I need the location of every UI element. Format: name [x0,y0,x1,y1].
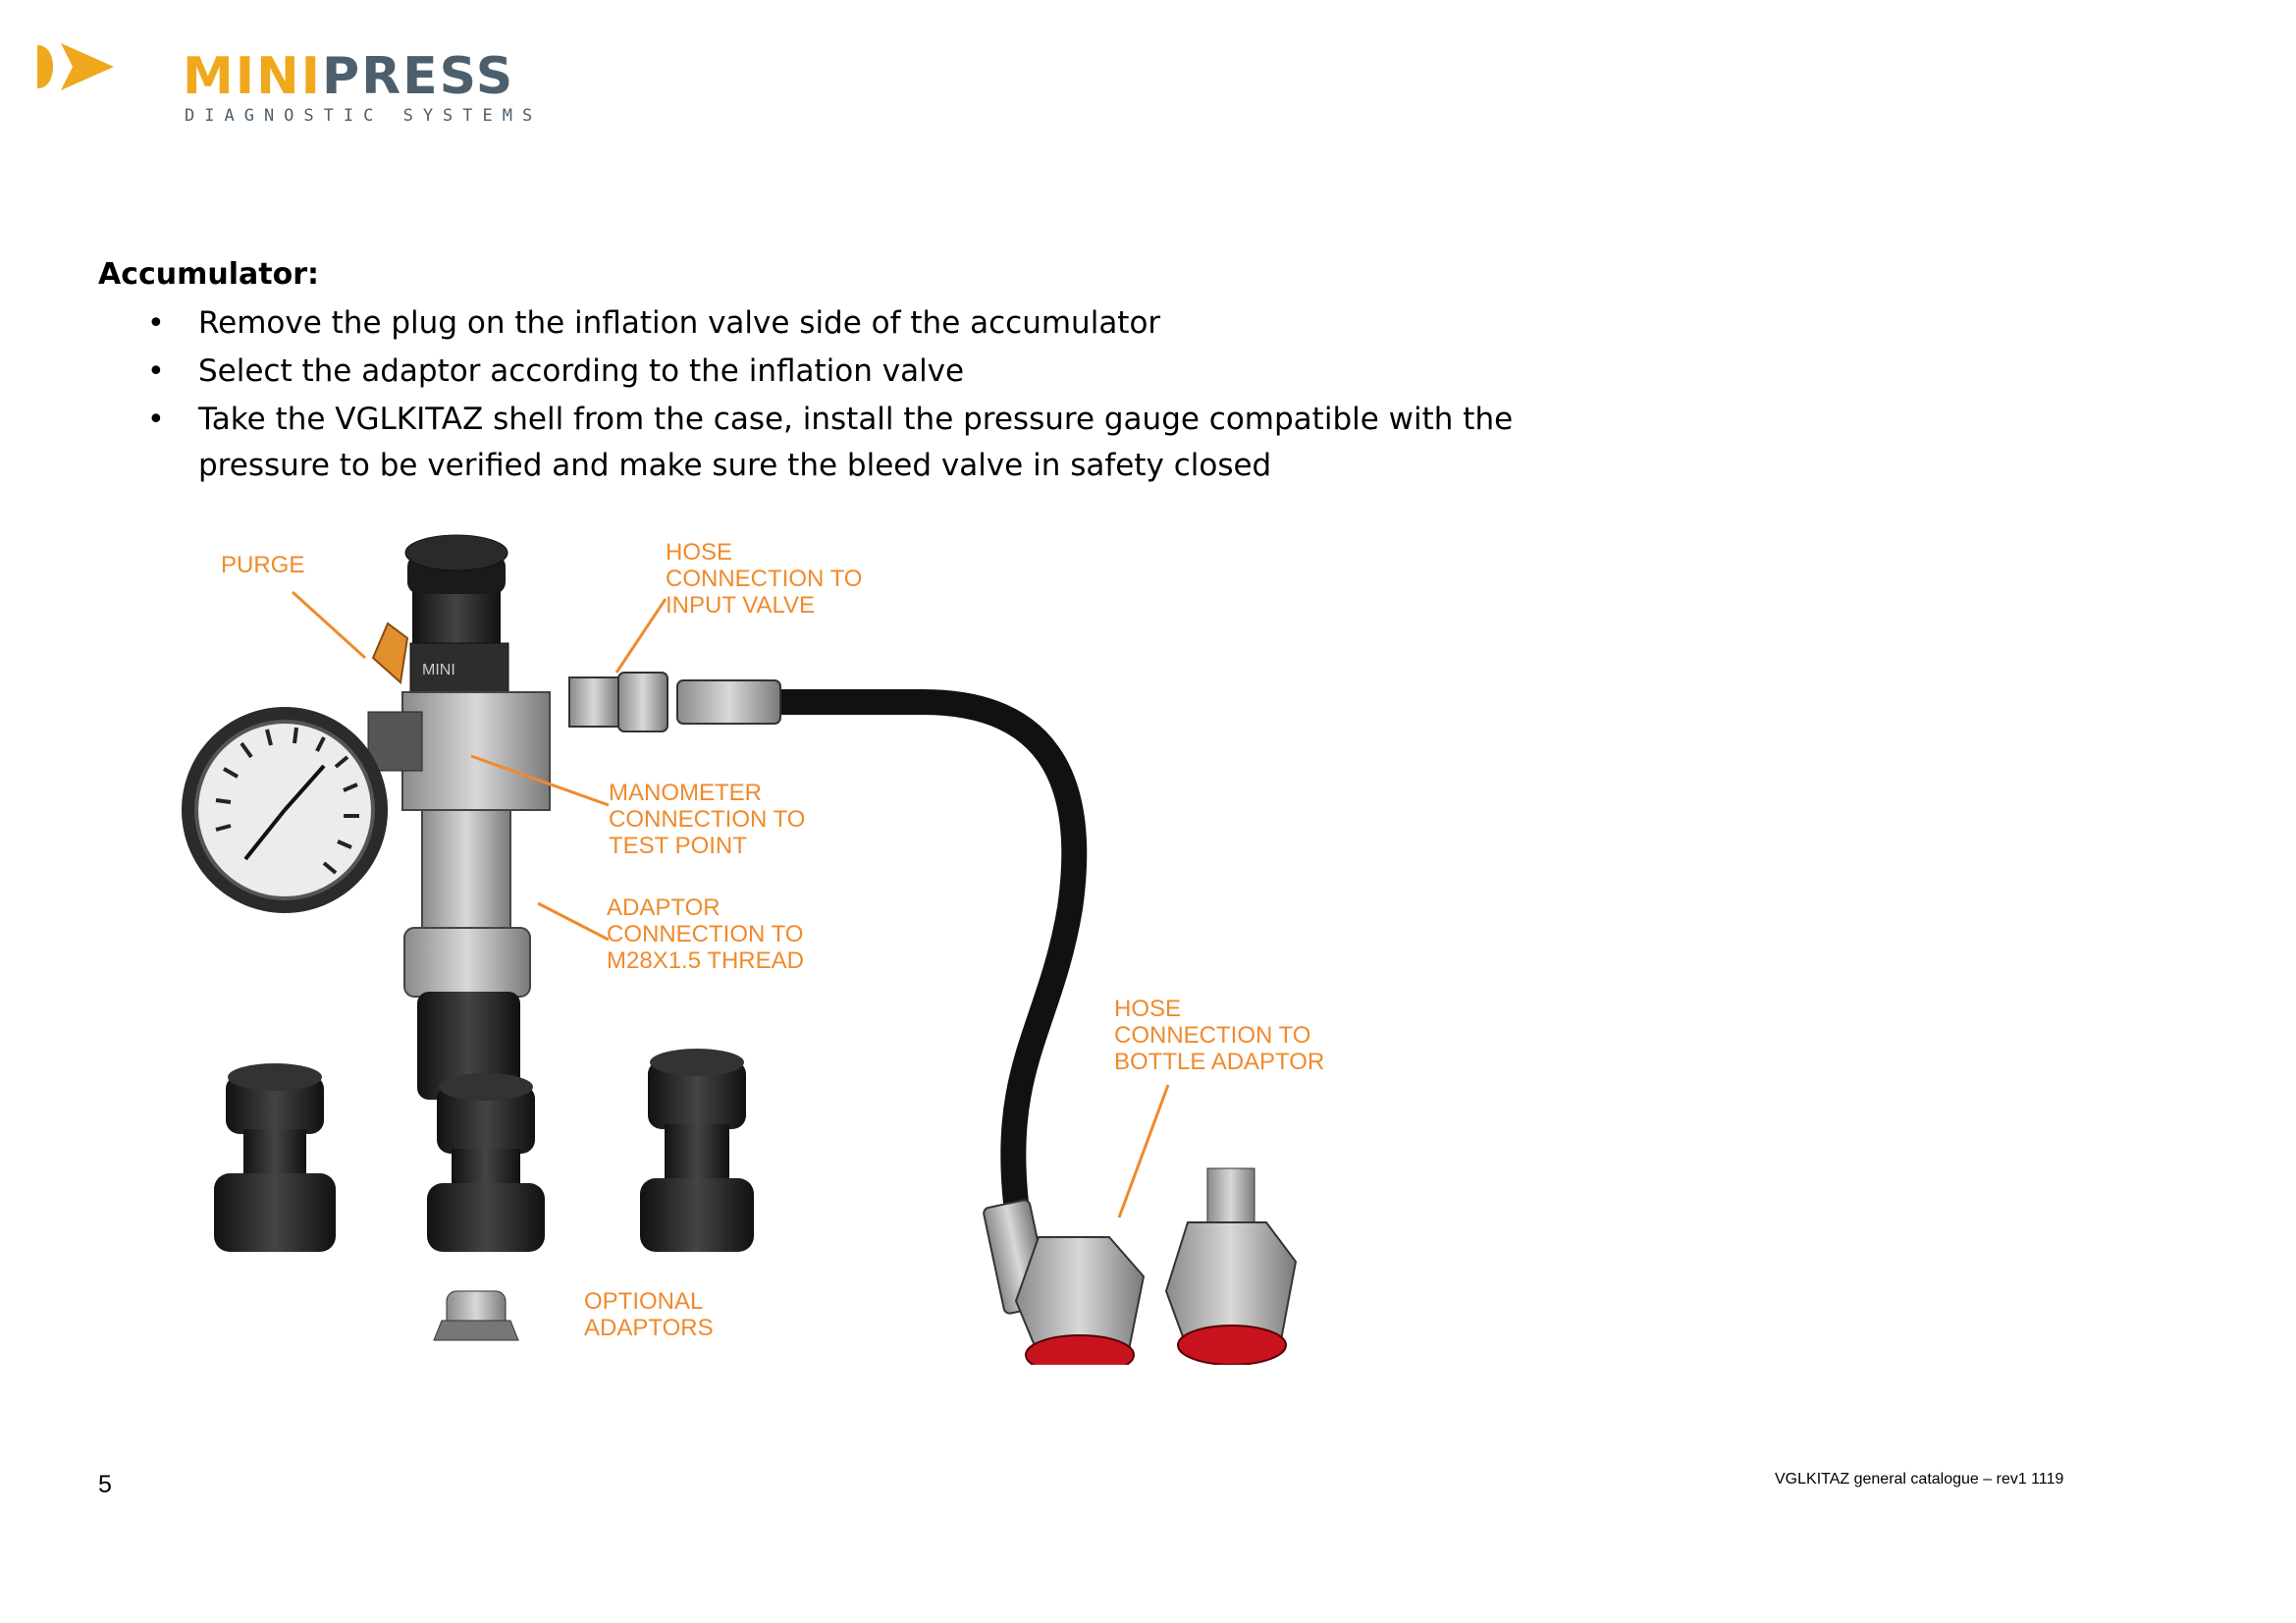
bottle-adaptor-2 [1166,1168,1296,1365]
instruction-item: • Take the VGLKITAZ shell from the case, install the pressure gauge compatible with the pressure to be verified and make sure the bleed valve in safety closed [147,397,1522,489]
adaptor-3 [640,1049,754,1252]
section-title: Accumulator: [98,257,320,292]
page-number: 5 [98,1471,112,1498]
adaptor-2 [427,1073,545,1252]
valve-body [373,535,550,1100]
kit-diagram [177,515,1355,1365]
logo-mark-icon [37,37,126,96]
label-hose-bottle: HOSE CONNECTION TO BOTTLE ADAPTOR [1114,996,1325,1075]
label-purge: PURGE [221,552,305,578]
bottle-adaptor-1 [1016,1237,1144,1365]
valve-marking: MINI [422,662,455,678]
label-adaptor: ADAPTOR CONNECTION TO M28X1.5 THREAD [607,894,804,974]
label-optional: OPTIONAL ADAPTORS [584,1288,714,1341]
label-hose-input: HOSE CONNECTION TO INPUT VALVE [666,539,863,619]
purge-handle [373,623,407,682]
company-logo [37,27,607,126]
hose-fitting-top [677,680,780,724]
logo-wordmark: MINIPRESS [183,47,515,106]
instruction-list [147,300,1522,491]
hose [766,702,1074,1203]
adaptor-small [434,1291,518,1340]
adaptor-1 [214,1063,336,1252]
document-reference: VGLKITAZ general catalogue – rev1 1119 [1775,1471,2064,1488]
pressure-gauge [182,707,422,913]
instruction-item: • Select the adaptor according to the inflation valve [147,349,1522,395]
label-manometer: MANOMETER CONNECTION TO TEST POINT [609,780,806,859]
logo-subtitle: DIAGNOSTIC SYSTEMS [185,106,543,126]
instruction-item: • Remove the plug on the inflation valve side of the accumulator [147,300,1522,347]
